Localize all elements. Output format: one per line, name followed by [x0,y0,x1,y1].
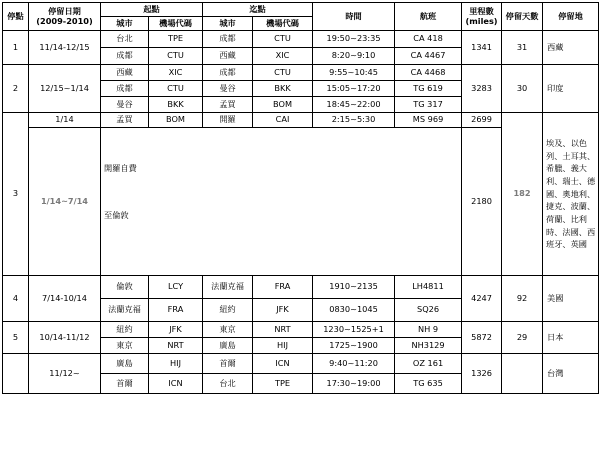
flight-time: 1910~2135 [313,276,395,299]
table-row [3,113,599,128]
to-code: BOM [253,97,313,113]
from-city: 台北 [101,31,149,48]
to-code: XIC [253,48,313,65]
stay-place: 西藏 [543,31,599,65]
flight-time: 9:40~11:20 [313,354,395,374]
flight-number: OZ 161 [395,354,462,374]
header-row-top [3,3,599,17]
to-code: CAI [253,113,313,128]
header-destination: 迄點 [203,3,313,17]
header-miles-sub: (miles) [465,15,498,26]
to-city: 台北 [203,374,253,394]
miles: 1341 [462,31,502,65]
flight-time: 9:55~10:45 [313,65,395,81]
flight-number: TG 317 [395,97,462,113]
stay-date: 10/14-11/12 [29,322,101,354]
overland-segment [101,128,462,276]
from-city: 紐約 [101,322,149,338]
table-row [3,354,599,374]
from-code: JFK [149,322,203,338]
from-city: 曼谷 [101,97,149,113]
from-city: 法蘭克福 [101,299,149,322]
stay-days: 92 [502,276,543,322]
stay-place: 印度 [543,65,599,113]
flight-time: 2:15~5:30 [313,113,395,128]
flight-number: CA 4467 [395,48,462,65]
header-leg: 停點 [3,3,29,31]
to-code: TPE [253,374,313,394]
from-code: ICN [149,374,203,394]
to-city: 成都 [203,65,253,81]
from-code: BOM [149,113,203,128]
from-city: 成都 [101,81,149,97]
stay-date: 11/12~ [29,354,101,394]
from-code: CTU [149,81,203,97]
stay-days [502,354,543,394]
header-place: 停留地 [543,3,599,31]
to-city: 首爾 [203,354,253,374]
itinerary-table [2,2,599,394]
stay-days: 31 [502,31,543,65]
stay-place: 美國 [543,276,599,322]
miles: 2699 [462,113,502,128]
from-code: HIJ [149,354,203,374]
from-city: 成都 [101,48,149,65]
flight-time: 15:05~17:20 [313,81,395,97]
table-row [3,65,599,81]
to-city: 孟買 [203,97,253,113]
stay-date: 1/14~7/14 [29,128,101,276]
miles: 1326 [462,354,502,394]
from-code: NRT [149,338,203,354]
flight-time: 8:20~9:10 [313,48,395,65]
leg-number [3,354,29,394]
leg-number: 2 [3,65,29,113]
to-city: 開羅 [203,113,253,128]
to-city: 東京 [203,322,253,338]
to-code: CTU [253,31,313,48]
stay-date: 11/14-12/15 [29,31,101,65]
to-code: JFK [253,299,313,322]
to-city: 西藏 [203,48,253,65]
to-code: CTU [253,65,313,81]
from-code: TPE [149,31,203,48]
to-code: BKK [253,81,313,97]
miles: 4247 [462,276,502,322]
flight-number: CA 4468 [395,65,462,81]
stay-date: 7/14-10/14 [29,276,101,322]
stay-days: 30 [502,65,543,113]
flight-number: NH3129 [395,338,462,354]
from-code: XIC [149,65,203,81]
from-code: CTU [149,48,203,65]
from-city: 孟買 [101,113,149,128]
to-city: 紐約 [203,299,253,322]
flight-time: 17:30~19:00 [313,374,395,394]
header-flight: 航班 [395,3,462,31]
leg-number: 3 [3,113,29,276]
leg-number: 1 [3,31,29,65]
miles: 2180 [462,128,502,276]
flight-number: MS 969 [395,113,462,128]
header-miles [462,3,502,31]
flight-time: 0830~1045 [313,299,395,322]
stay-date: 12/15~1/14 [29,65,101,113]
from-code: FRA [149,299,203,322]
from-city: 東京 [101,338,149,354]
to-code: ICN [253,354,313,374]
flight-time: 1725~1900 [313,338,395,354]
header-origin-airport: 機場代碼 [149,17,203,31]
to-city: 曼谷 [203,81,253,97]
header-dest-airport: 機場代碼 [253,17,313,31]
miles: 3283 [462,65,502,113]
table-row [3,276,599,299]
header-days: 停留天數 [502,3,543,31]
stay-place: 埃及、以色列、土耳其、希臘、義大利、瑞士、德國、奧地利、捷克、波蘭、荷蘭、比利時、法國、西班牙、英國 [543,113,599,276]
to-code: NRT [253,322,313,338]
flight-time: 18:45~22:00 [313,97,395,113]
to-city: 廣島 [203,338,253,354]
flight-number: TG 619 [395,81,462,97]
header-date-label: 停留日期 [48,6,81,17]
overland-note-1: 開羅自費 [104,163,137,173]
header-origin-city: 城市 [101,17,149,31]
from-city: 西藏 [101,65,149,81]
to-code: FRA [253,276,313,299]
header-time: 時間 [313,3,395,31]
table-row [3,322,599,338]
flight-number: NH 9 [395,322,462,338]
table-row [3,31,599,48]
header-dest-city: 城市 [203,17,253,31]
stay-place: 台灣 [543,354,599,394]
header-origin: 起點 [101,3,203,17]
from-city: 廣島 [101,354,149,374]
header-date-sub: (2009-2010) [36,15,93,26]
flight-number: CA 418 [395,31,462,48]
flight-number: TG 635 [395,374,462,394]
header-date [29,3,101,31]
to-code: HIJ [253,338,313,354]
stay-days: 182 [502,113,543,276]
to-city: 法蘭克福 [203,276,253,299]
flight-number: SQ26 [395,299,462,322]
from-code: BKK [149,97,203,113]
from-city: 首爾 [101,374,149,394]
stay-days: 29 [502,322,543,354]
from-code: LCY [149,276,203,299]
overland-note-2: 至倫敦 [104,210,129,221]
leg-number: 4 [3,276,29,322]
header-miles-label: 里程數 [469,6,494,17]
flight-time: 19:50~23:35 [313,31,395,48]
leg-number: 5 [3,322,29,354]
flight-number: LH4811 [395,276,462,299]
from-city: 倫敦 [101,276,149,299]
stay-date: 1/14 [29,113,101,128]
miles: 5872 [462,322,502,354]
to-city: 成都 [203,31,253,48]
stay-place: 日本 [543,322,599,354]
flight-time: 1230~1525+1 [313,322,395,338]
